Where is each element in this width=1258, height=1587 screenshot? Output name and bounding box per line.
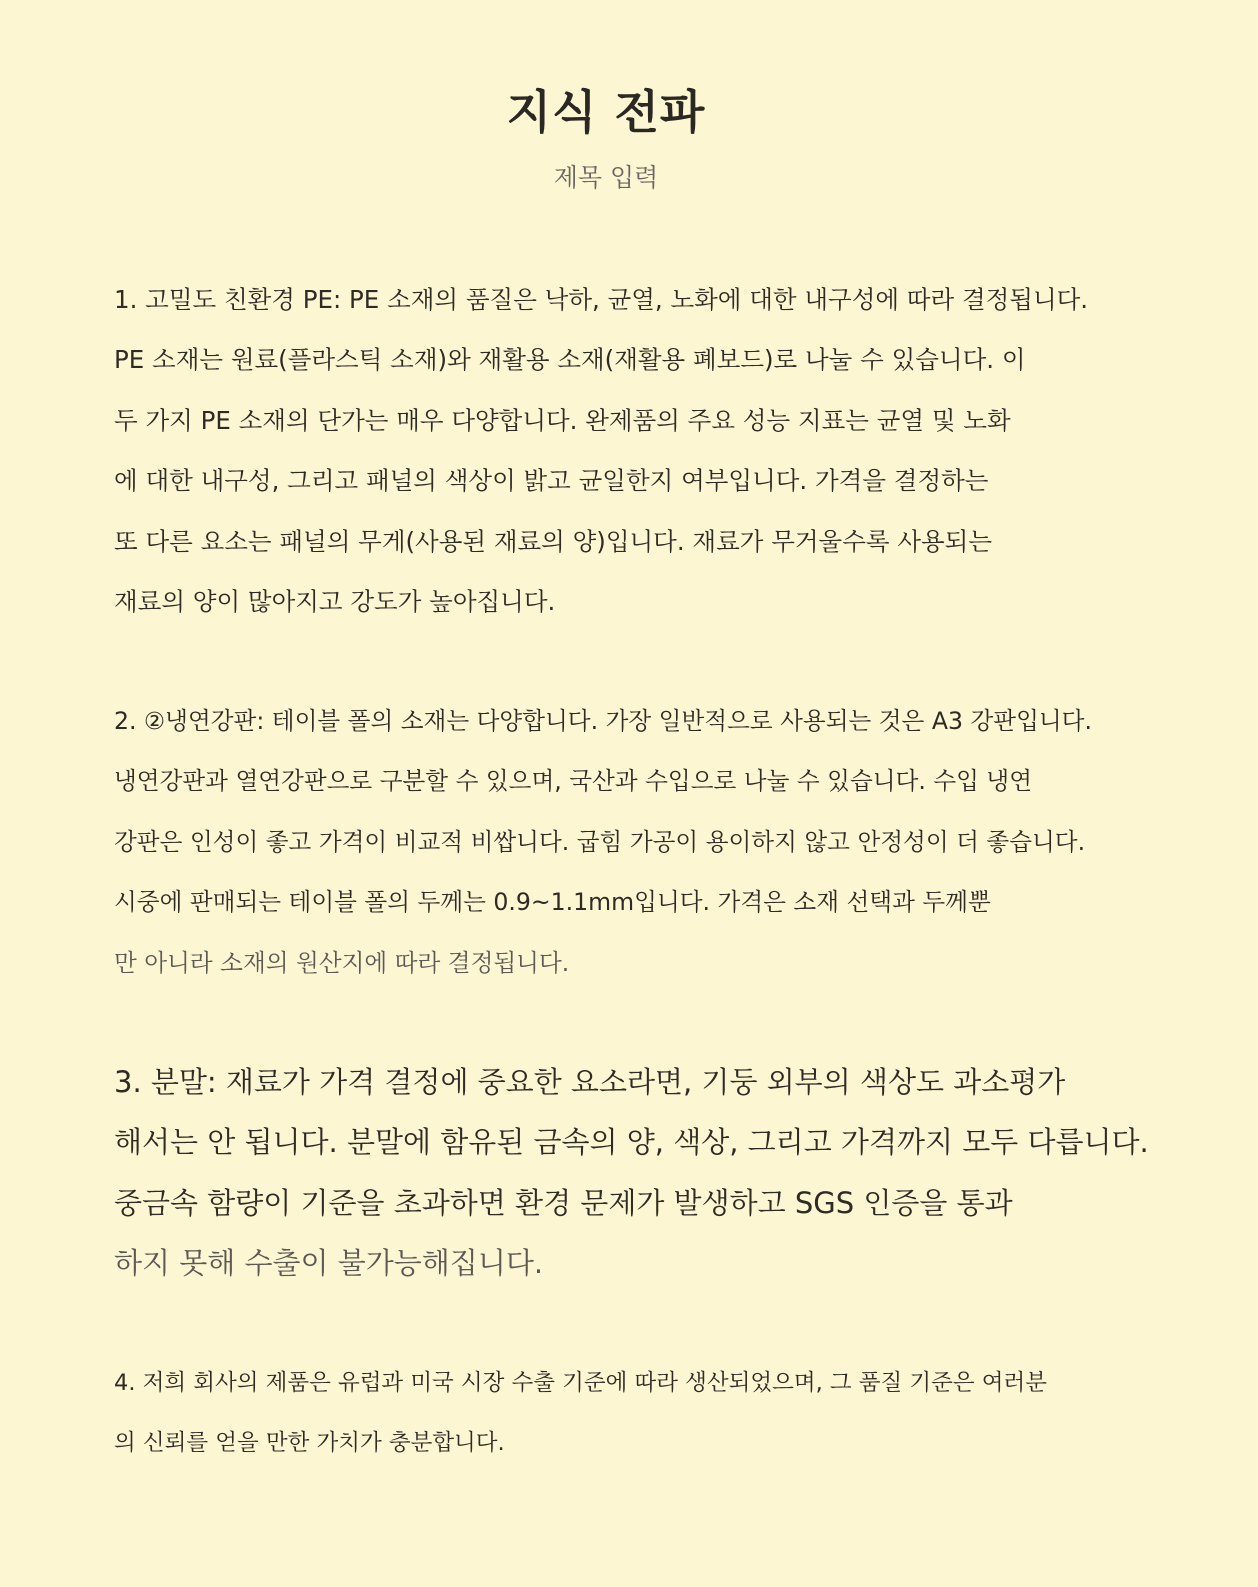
paragraph-line: 4. 저희 회사의 제품은 유럽과 미국 시장 수출 기준에 따라 생산되었으며, 그 품질 기준은 여러분 <box>114 1370 1047 1396</box>
page-subtitle: 제목 입력 <box>553 163 659 192</box>
paragraph-line: 냉연강판과 열연강판으로 구분할 수 있으며, 국산과 수입으로 나눌 수 있습니다. 수입 냉연 <box>114 767 1032 796</box>
page-title: 지식 전파 <box>506 85 706 139</box>
paragraph-line: 3. 분말: 재료가 가격 결정에 중요한 요소라면, 기둥 외부의 색상도 과소평가 <box>114 1065 1066 1099</box>
paragraph-line: 2. ②냉연강판: 테이블 폴의 소재는 다양합니다. 가장 일반적으로 사용되는 것은 A3 강판입니다. <box>114 707 1092 735</box>
paragraph-cold-rolled-steel <box>114 703 1154 1005</box>
paragraph-line: 강판은 인성이 좋고 가격이 비교적 비쌉니다. 굽힘 가공이 용이하지 않고 안정성이 더 좋습니다. <box>114 827 1086 856</box>
paragraph-line: PE 소재는 원료(플라스틱 소재)와 재활용 소재(재활용 폐보드)로 나눌 수 있습니다. 이 <box>114 345 1026 375</box>
paragraph-line: 하지 못해 수출이 불가능해집니다. <box>114 1246 544 1281</box>
paragraph-company-quality <box>114 1367 1154 1487</box>
paragraph-line: 해서는 안 됩니다. 분말에 함유된 금속의 양, 색상, 그리고 가격까지 모두 다릅니다. <box>114 1125 1149 1160</box>
paragraph-line: 1. 고밀도 친환경 PE: PE 소재의 품질은 낙하, 균열, 노화에 대한 내구성에 따라 결정됩니다. <box>114 285 1089 314</box>
paragraph-line: 재료의 양이 많아지고 강도가 높아집니다. <box>114 586 556 616</box>
paragraph-line: 또 다른 요소는 패널의 무게(사용된 재료의 양)입니다. 재료가 무거울수록 사용되는 <box>114 526 993 556</box>
paragraph-pe-material <box>114 282 1154 644</box>
paragraph-line: 의 신뢰를 얻을 만한 가치가 충분합니다. <box>114 1430 505 1456</box>
paragraph-line: 중금속 함량이 기준을 초과하면 환경 문제가 발생하고 SGS 인증을 통과 <box>114 1185 1013 1220</box>
paragraph-line: 만 아니라 소재의 원산지에 따라 결정됩니다. <box>114 948 570 977</box>
paragraph-line: 에 대한 내구성, 그리고 패널의 색상이 밝고 균일한지 여부입니다. 가격을 결정하는 <box>114 466 989 496</box>
paragraph-powder <box>114 1061 1154 1303</box>
paragraph-line: 두 가지 PE 소재의 단가는 매우 다양합니다. 완제품의 주요 성능 지표는 균열 및 노화 <box>114 405 1011 435</box>
paragraph-line: 시중에 판매되는 테이블 폴의 두께는 0.9~1.1mm입니다. 가격은 소재 선택과 두께뿐 <box>114 888 991 917</box>
